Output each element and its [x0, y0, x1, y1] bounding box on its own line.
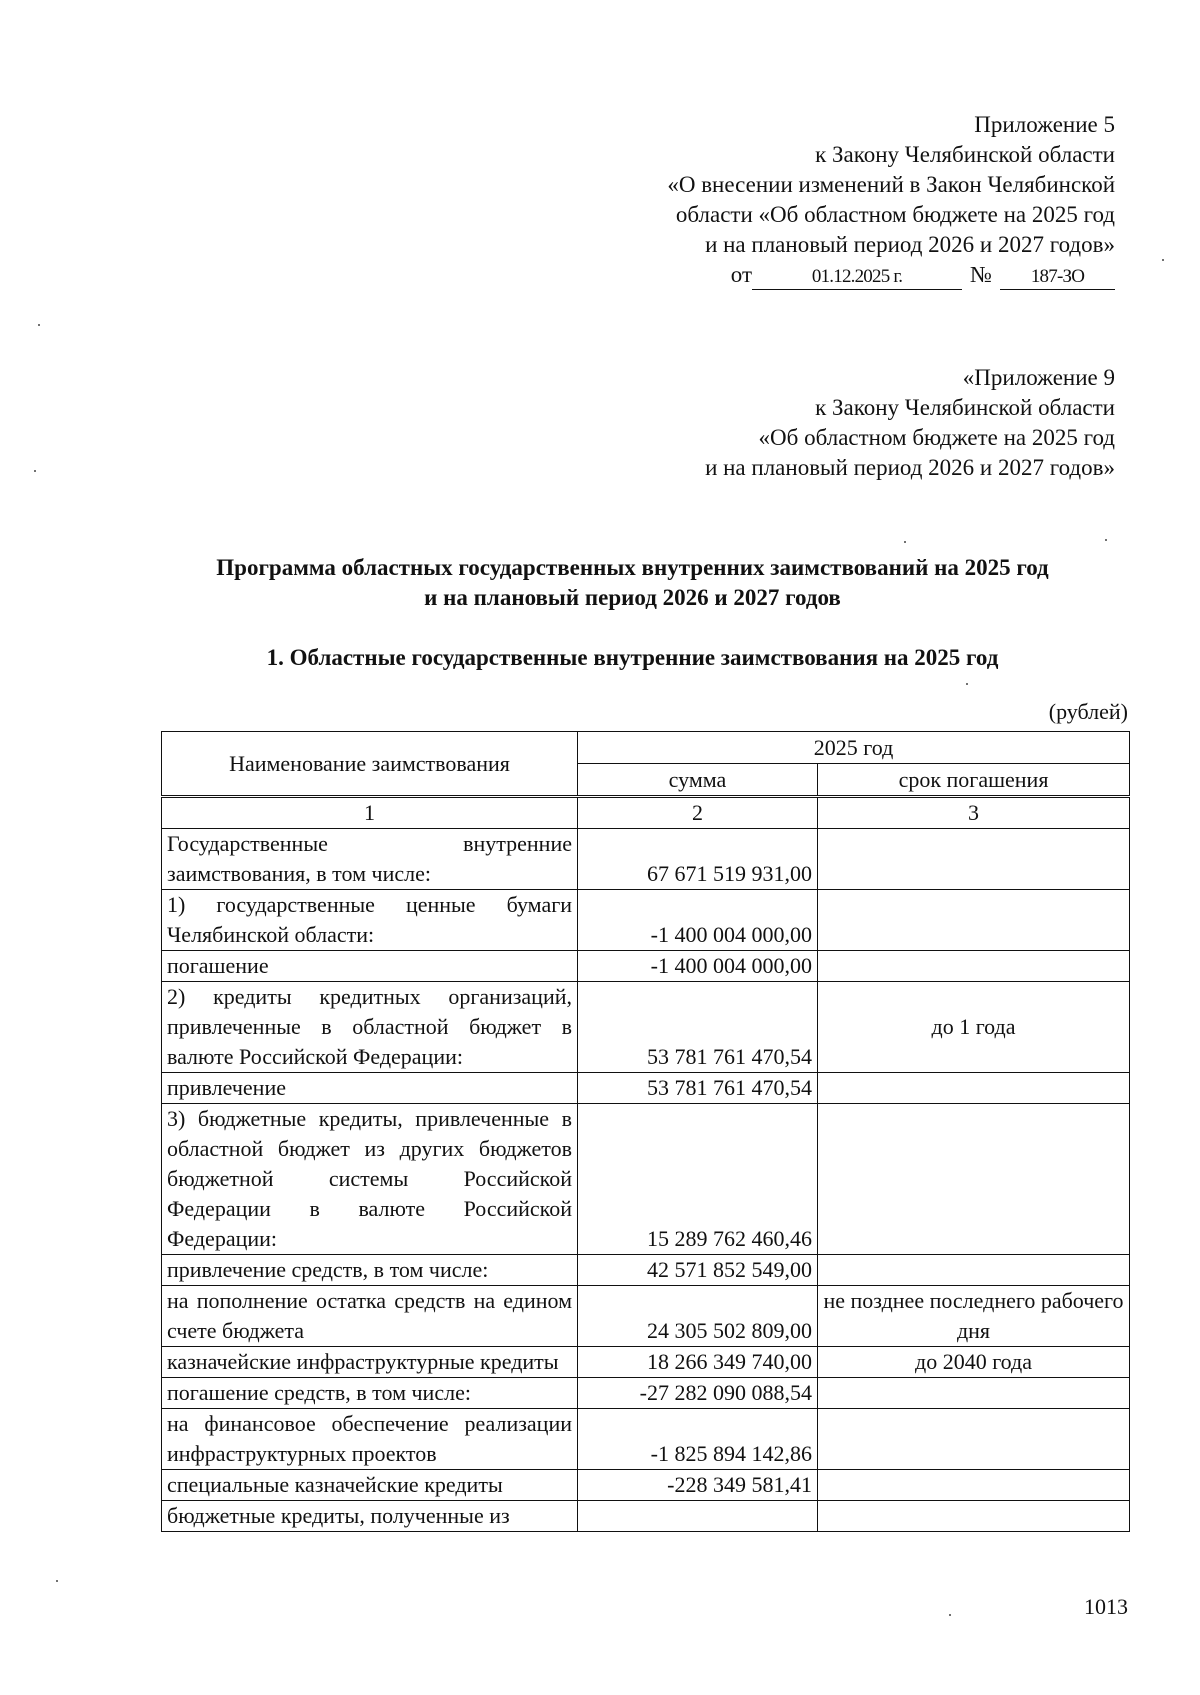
scan-speck [34, 470, 36, 472]
scan-speck [56, 1580, 58, 1582]
row-name: на финансовое обеспечение реализации инфраструктурных проектов [162, 1409, 578, 1470]
annex9-header [705, 363, 1115, 483]
annex9-line: к Закону Челябинской области [815, 395, 1115, 420]
annex5-line: «О внесении изменений в Закон Челябинской [667, 172, 1115, 197]
table-row [162, 1470, 1130, 1501]
row-name: специальные казначейские кредиты [162, 1470, 578, 1501]
row-amount: 15 289 762 460,46 [578, 1104, 818, 1255]
number-label: № [970, 262, 992, 287]
annex9-line: «Приложение 9 [962, 365, 1115, 390]
table-row [162, 829, 1130, 890]
annex9-line: «Об областном бюджете на 2025 год [758, 425, 1115, 450]
row-term: не позднее последнего рабочего дня [818, 1286, 1130, 1347]
program-title [150, 553, 1115, 613]
scan-speck [1105, 539, 1107, 541]
section-title: 1. Областные государственные внутренние заимствования на 2025 год [266, 645, 999, 670]
annex9-line: и на плановый период 2026 и 2027 годов» [705, 455, 1115, 480]
row-term [818, 1501, 1130, 1532]
annex5-line: и на плановый период 2026 и 2027 годов» [705, 232, 1115, 257]
row-term [818, 1073, 1130, 1104]
borrowings-table [161, 731, 1130, 1532]
row-amount: 42 571 852 549,00 [578, 1255, 818, 1286]
row-term [818, 1470, 1130, 1501]
column-number: 3 [818, 797, 1130, 829]
row-name: бюджетные кредиты, полученные из [162, 1501, 578, 1532]
table-row [162, 890, 1130, 951]
table-row [162, 1104, 1130, 1255]
scan-speck [949, 1614, 951, 1616]
table-row [162, 1501, 1130, 1532]
row-term [818, 1378, 1130, 1409]
row-name: 2) кредиты кредитных организаций, привлеченные в областной бюджет в валюте Российской Федерации: [162, 982, 578, 1073]
table-row [162, 1255, 1130, 1286]
header-year: 2025 год [578, 732, 1130, 764]
program-title-line1: Программа областных государственных внутренних заимствований на 2025 год [216, 555, 1049, 580]
row-term [818, 951, 1130, 982]
row-term [818, 1255, 1130, 1286]
annex5-line: Приложение 5 [974, 112, 1115, 137]
row-name: привлечение средств, в том числе: [162, 1255, 578, 1286]
table-row [162, 1347, 1130, 1378]
row-name: на пополнение остатка средств на едином счете бюджета [162, 1286, 578, 1347]
table-row [162, 1286, 1130, 1347]
row-amount: -27 282 090 088,54 [578, 1378, 818, 1409]
row-term: до 1 года [818, 982, 1130, 1073]
annex5-line: области «Об областном бюджете на 2025 год [675, 202, 1115, 227]
row-term [818, 890, 1130, 951]
law-date: 01.12.2025 г. [752, 265, 962, 290]
row-amount: 18 266 349 740,00 [578, 1347, 818, 1378]
page-number: 1013 [1084, 1594, 1128, 1619]
row-name: привлечение [162, 1073, 578, 1104]
row-term [818, 829, 1130, 890]
from-label: от [730, 262, 753, 287]
row-name: 3) бюджетные кредиты, привлеченные в областной бюджет из других бюджетов бюджетной системы Российской Федерации в валюте Российской Федерации: [162, 1104, 578, 1255]
row-term [818, 1104, 1130, 1255]
row-term [818, 1409, 1130, 1470]
row-name: 1) государственные ценные бумаги Челябинской области: [162, 890, 578, 951]
table-row [162, 1378, 1130, 1409]
header-term: срок погашения [818, 764, 1130, 797]
program-title-line2: и на плановый период 2026 и 2027 годов [424, 585, 841, 610]
column-number: 1 [162, 797, 578, 829]
table-row [162, 1073, 1130, 1104]
row-amount: -228 349 581,41 [578, 1470, 818, 1501]
row-amount: -1 400 004 000,00 [578, 890, 818, 951]
law-date-number-line [667, 260, 1115, 290]
scan-speck [966, 683, 968, 685]
row-name: погашение [162, 951, 578, 982]
row-name: Государственные внутренние заимствования, в том числе: [162, 829, 578, 890]
header-sum: сумма [578, 764, 818, 797]
row-amount: 67 671 519 931,00 [578, 829, 818, 890]
row-term: до 2040 года [818, 1347, 1130, 1378]
scan-speck [904, 541, 906, 543]
units-label: (рублей) [1048, 699, 1128, 724]
row-amount: 24 305 502 809,00 [578, 1286, 818, 1347]
row-amount [578, 1501, 818, 1532]
scan-speck [38, 324, 40, 326]
table-row [162, 982, 1130, 1073]
row-amount: -1 825 894 142,86 [578, 1409, 818, 1470]
row-amount: -1 400 004 000,00 [578, 951, 818, 982]
annex5-header [667, 110, 1115, 290]
header-name: Наименование заимствования [162, 732, 578, 797]
table-row [162, 951, 1130, 982]
table-row [162, 1409, 1130, 1470]
column-number: 2 [578, 797, 818, 829]
annex5-line: к Закону Челябинской области [815, 142, 1115, 167]
row-amount: 53 781 761 470,54 [578, 1073, 818, 1104]
row-amount: 53 781 761 470,54 [578, 982, 818, 1073]
row-name: казначейские инфраструктурные кредиты [162, 1347, 578, 1378]
row-name: погашение средств, в том числе: [162, 1378, 578, 1409]
law-number: 187-ЗО [1000, 265, 1115, 290]
scan-speck [1162, 259, 1164, 261]
